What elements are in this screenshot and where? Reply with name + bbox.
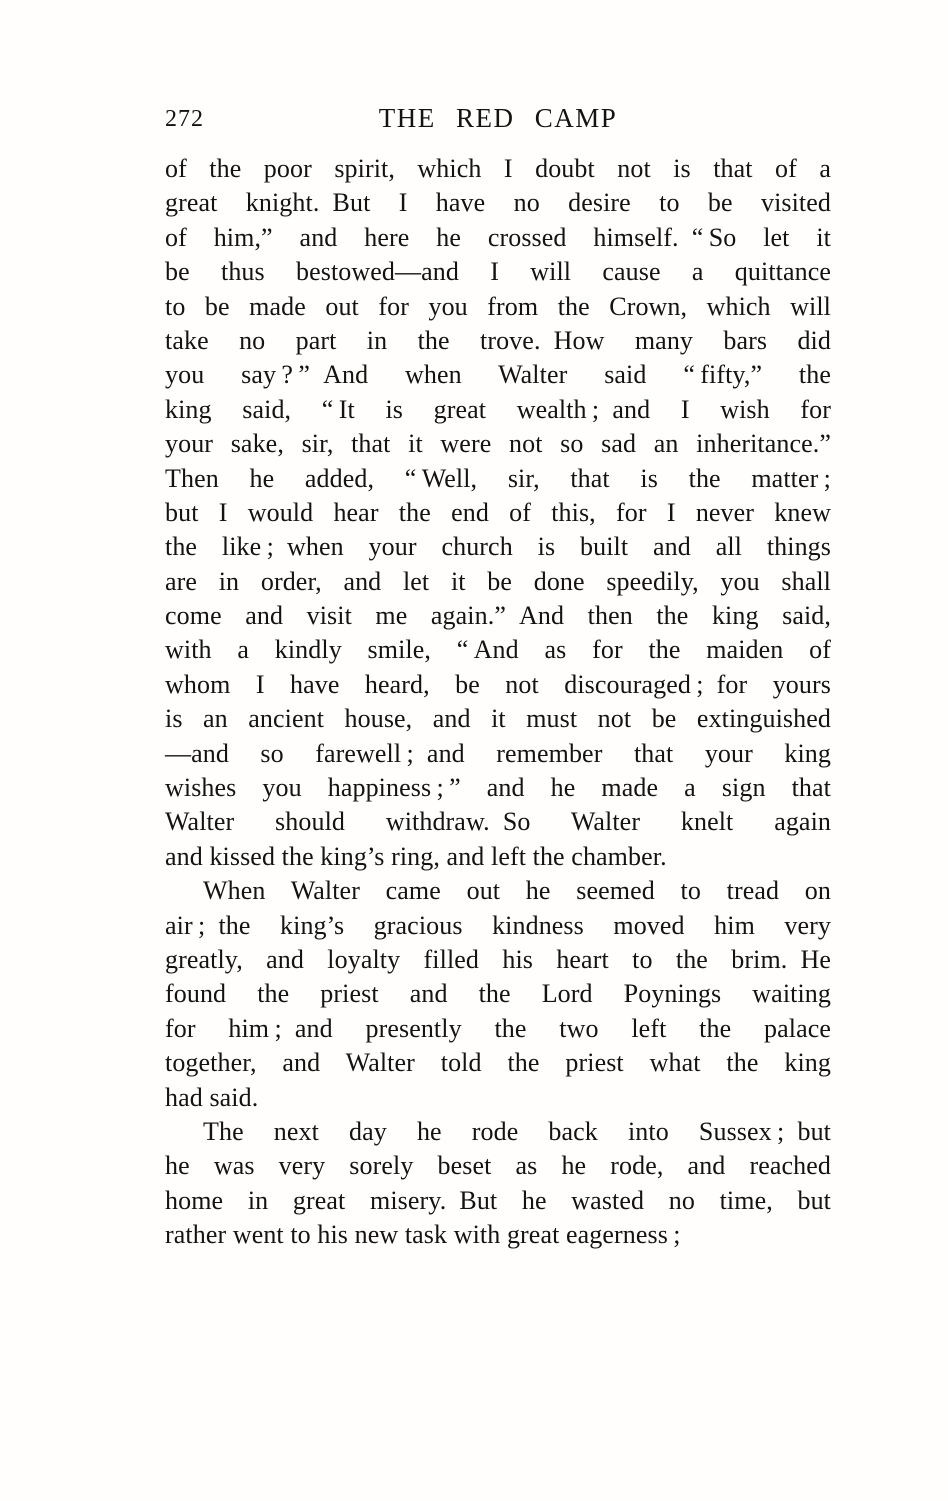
text-line: found the priest and the Lord Poynings waiting bbox=[165, 979, 831, 1009]
text-line: and kissed the king’s ring, and left the chamber. bbox=[165, 841, 667, 871]
text-line: you say ? ” And when Walter said “ fifty,” the bbox=[165, 360, 831, 390]
text-line: is an ancient house, and it must not be extinguished bbox=[165, 704, 831, 734]
text-line: he was very sorely beset as he rode, and reached bbox=[165, 1151, 831, 1181]
text-line: greatly, and loyalty filled his heart to the brim. He bbox=[165, 944, 831, 974]
text-line: home in great misery. But he wasted no time, but bbox=[165, 1185, 831, 1215]
text-line: take no part in the trove. How many bars did bbox=[165, 325, 831, 355]
text-line: the like ; when your church is built and all things bbox=[165, 532, 831, 562]
text-line: your sake, sir, that it were not so sad an inheritance.” bbox=[165, 429, 831, 459]
text-line: for him ; and presently the two left the palace bbox=[165, 1013, 831, 1043]
text-line: great knight. But I have no desire to be visited bbox=[165, 188, 831, 218]
text-line: be thus bestowed—and I will cause a quittance bbox=[165, 257, 831, 287]
text-line: wishes you happiness ; ” and he made a sign that bbox=[165, 773, 831, 803]
text-line: are in order, and let it be done speedily, you shall bbox=[165, 566, 831, 596]
text-line: with a kindly smile, “ And as for the maiden of bbox=[165, 635, 831, 665]
text-line: When Walter came out he seemed to tread on bbox=[203, 876, 831, 906]
page-number: 272 bbox=[165, 106, 204, 132]
text-line: together, and Walter told the priest what the king bbox=[165, 1048, 831, 1078]
running-title: THE RED CAMP bbox=[378, 103, 618, 133]
text-line: —and so farewell ; and remember that your king bbox=[165, 738, 831, 768]
text-line: come and visit me again.” And then the king said, bbox=[165, 601, 831, 631]
text-line: The next day he rode back into Sussex ; but bbox=[203, 1116, 831, 1146]
text-line: to be made out for you from the Crown, which will bbox=[165, 291, 831, 321]
text-line: king said, “ It is great wealth ; and I wish for bbox=[165, 394, 831, 424]
text-line: of the poor spirit, which I doubt not is that of a bbox=[165, 154, 831, 183]
text-line: whom I have heard, be not discouraged ; for yours bbox=[165, 669, 831, 699]
page-text bbox=[165, 152, 831, 1253]
text-line: had said. bbox=[165, 1082, 259, 1112]
text-line: Then he added, “ Well, sir, that is the matter ; bbox=[165, 463, 831, 493]
text-line: Walter should withdraw. So Walter knelt again bbox=[165, 807, 831, 837]
text-line: but I would hear the end of this, for I never knew bbox=[165, 497, 831, 527]
text-line: rather went to his new task with great eagerness ; bbox=[165, 1220, 681, 1250]
text-line: of him,” and here he crossed himself. “ So let it bbox=[165, 222, 831, 252]
text-line: air ; the king’s gracious kindness moved him very bbox=[165, 910, 831, 940]
page-header bbox=[165, 103, 831, 139]
